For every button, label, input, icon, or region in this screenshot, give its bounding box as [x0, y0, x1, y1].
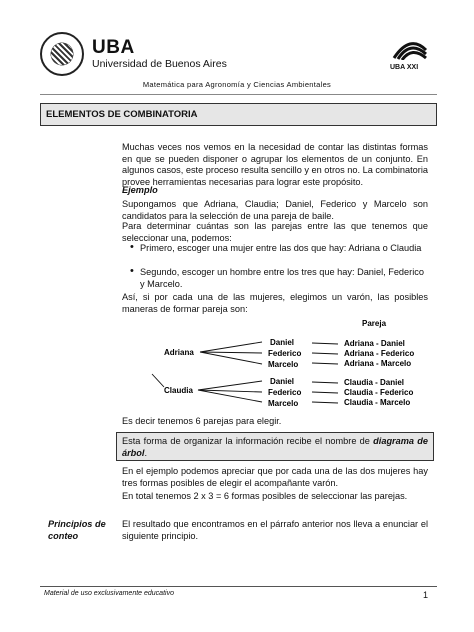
- side-heading: Principios de conteo: [48, 519, 106, 541]
- course-title: Matemática para Agronomía y Ciencias Ambientales: [142, 80, 332, 89]
- tree-man-node: Daniel: [270, 377, 295, 386]
- bullet-dot: •: [130, 265, 134, 277]
- definition-text: Esta forma de organizar la información recibe el nombre de diagrama de árbol.: [122, 436, 429, 458]
- university-short-name: UBA: [92, 37, 135, 58]
- tree-pair-node: Claudia - Marcelo: [344, 398, 411, 407]
- total-paragraph: En total tenemos 2 x 3 = 6 formas posibles de seleccionar las parejas.: [122, 491, 408, 501]
- uba-seal-logo: [40, 32, 84, 76]
- example-heading: Ejemplo: [122, 185, 158, 195]
- tree-pair-node: Adriana - Daniel: [344, 339, 405, 348]
- principle-paragraph: El resultado que encontramos en el párrafo anterior nos lleva a enunciar el siguiente principio.: [122, 519, 428, 541]
- pairs-intro-paragraph: Así, si por cada una de las mujeres, elegimos un varón, las posibles maneras de formar pareja son:: [122, 292, 428, 314]
- tree-man-node: Federico: [268, 349, 302, 358]
- intro-paragraph: Muchas veces nos vemos en la necesidad de contar las distintas formas en que se pueden disponer o agrupar los elementos de un conjunto. En algunos casos, este proceso resulta sencillo y en otros no. La combinatoria provee herramientas necesarias para lograr este propósito.: [122, 142, 428, 187]
- uba-xxi-label: UBA XXI: [390, 64, 419, 71]
- tree-pair-node: Claudia - Daniel: [344, 378, 405, 387]
- tree-man-node: Daniel: [270, 338, 295, 347]
- section-title: ELEMENTOS DE COMBINATORIA: [46, 109, 198, 120]
- tree-header: Pareja: [362, 319, 387, 328]
- tree-pair-node: Adriana - Federico: [344, 349, 415, 358]
- bullet-dot: •: [130, 241, 134, 253]
- observe-paragraph: En el ejemplo podemos apreciar que por cada una de las dos mujeres hay tres formas posibles de elegir el acompañante varón.: [122, 466, 428, 488]
- bullet-item: Primero, escoger una mujer entre las dos que hay: Adriana o Claudia: [140, 243, 422, 253]
- bullet-item: Segundo, escoger un hombre entre los tres que hay: Daniel, Federico y Marcelo.: [140, 267, 424, 289]
- example-paragraph: Supongamos que Adriana, Claudia; Daniel, Federico y Marcelo son candidatos para la selección de una pareja de baile.: [122, 199, 428, 221]
- uba-xxi-logo-icon: [392, 38, 428, 60]
- tree-man-node: Marcelo: [268, 399, 299, 408]
- tree-pair-node: Adriana - Marcelo: [344, 359, 412, 368]
- tree-diagram: [130, 316, 430, 416]
- footer-text: Material de uso exclusivamente educativo: [44, 590, 174, 597]
- header-divider: [40, 94, 437, 95]
- tree-man-node: Marcelo: [268, 360, 299, 369]
- university-full-name: Universidad de Buenos Aires: [92, 58, 227, 70]
- six-pairs-sentence: Es decir tenemos 6 parejas para elegir.: [122, 416, 282, 426]
- tree-pair-node: Claudia - Federico: [344, 388, 414, 397]
- footer-divider: [40, 586, 437, 587]
- page-number: 1: [423, 590, 429, 600]
- tree-man-node: Federico: [268, 388, 302, 397]
- tree-woman-node: Claudia: [164, 386, 193, 395]
- determine-paragraph: Para determinar cuántas son las parejas entre las que tenemos que seleccionar una, podemos:: [122, 221, 428, 243]
- tree-woman-node: Adriana: [164, 348, 194, 357]
